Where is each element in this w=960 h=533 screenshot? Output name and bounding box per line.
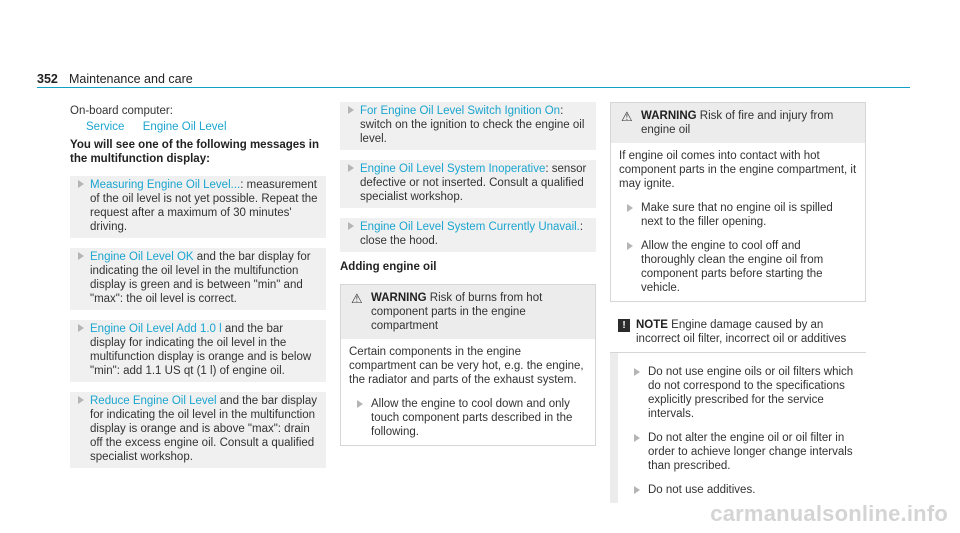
message-key: Reduce Engine Oil Level [90,395,217,407]
column-1 [70,104,326,468]
list-item [626,365,858,421]
note-step: Do not alter the engine oil or oil filter in order to achieve longer change intervals than prescribed. [648,432,853,472]
message-key: For Engine Oil Level Switch Ignition On [360,105,561,117]
list-item [349,397,587,439]
list-item [626,431,858,473]
message-key: Engine Oil Level Add 1.0 l [90,323,222,335]
bullet-arrow-icon [627,204,633,212]
message-key: Engine Oil Level System Currently Unavail. [360,221,580,233]
bullet-arrow-icon [634,434,640,442]
bullet-arrow-icon [78,324,84,332]
warning-step: Allow the engine to cool down and only touch component parts described in the following. [371,398,573,438]
note-box-engine-damage [610,312,866,503]
warning-box-burns [340,284,596,446]
bullet-arrow-icon [78,252,84,260]
bullet-arrow-icon [627,242,633,250]
message-desc: : sensor defective or not inserted. Consult a qualified specialist workshop. [360,163,587,203]
note-step: Do not use additives. [648,484,756,496]
menu-path-service: Service [86,121,125,133]
column-2 [340,102,596,446]
message-desc: and the bar display for indicating the oil level in the multifunction display is orange and is above "max": drain off the excess engine oil. Consult a qualified specialist workshop. [90,395,317,463]
bullet-arrow-icon [634,486,640,494]
list-item [619,239,857,295]
watermark: carmanualsonline.info [710,501,948,526]
note-exclamation-icon: ! [618,319,630,332]
bullet-arrow-icon [348,106,354,114]
messages-heading: You will see one of the following messages in the multifunction display: [70,139,319,165]
list-item [70,248,326,310]
bullet-arrow-icon [357,400,363,408]
list-item [70,320,326,382]
warning-header [611,103,865,143]
warning-text: If engine oil comes into contact with hot component parts in the engine compartment, it may ignite. [619,150,857,190]
warning-step: Make sure that no engine oil is spilled next to the filler opening. [641,202,833,228]
note-body [610,353,866,503]
note-header [610,312,866,353]
note-title: Engine damage caused by an incorrect oil filter, incorrect oil or additives [636,319,847,345]
bullet-arrow-icon [78,396,84,404]
list-item [70,176,326,238]
list-item [340,218,596,252]
message-key: Engine Oil Level System Inoperative [360,163,546,175]
bullet-arrow-icon [634,368,640,376]
warning-label: WARNING [641,110,697,122]
column-3 [610,102,866,503]
warning-triangle-icon: ⚠ [621,109,633,124]
message-desc: and the bar display for indicating the oil level in the multifunction display is green and is between "min" and "max": the oil level is correct. [90,251,311,305]
message-desc: : measurement of the oil level is not yet possible. Repeat the request after a maximum of 30 minutes' driving. [90,179,318,233]
message-desc: : switch on the ignition to check the engine oil level. [360,105,585,145]
warning-title: Risk of burns from hot component parts in the engine compartment [371,292,543,332]
menu-path [70,120,326,134]
message-key: Measuring Engine Oil Level... [90,179,241,191]
warning-label: WARNING [371,292,427,304]
list-item [619,201,857,229]
warning-box-fire [610,102,866,302]
page-number: 352 [37,72,58,86]
message-desc: and the bar display for indicating the oil level in the multifunction display is orange and is below "min": add 1.1 US qt (1 l) of engine oil. [90,323,312,377]
header-rule [37,87,910,88]
list-item [626,483,858,497]
bullet-arrow-icon [78,180,84,188]
list-item [70,392,326,468]
list-item [340,160,596,208]
bullet-arrow-icon [348,222,354,230]
note-step: Do not use engine oils or oil filters which do not correspond to the specifications explicitly prescribed for the service intervals. [648,366,854,420]
section-title: Maintenance and care [69,72,193,86]
message-desc: : close the hood. [360,221,584,247]
list-item [340,102,596,150]
warning-triangle-icon: ⚠ [351,291,363,306]
bullet-arrow-icon [348,164,354,172]
warning-step: Allow the engine to cool off and thoroughly clean the engine oil from component parts before starting the vehicle. [641,240,824,294]
warning-text: Certain components in the engine compartment can be very hot, e.g. the engine, the radiator and parts of the exhaust system. [349,346,584,386]
subheading-adding-oil: Adding engine oil [340,261,437,273]
warning-body [341,339,595,445]
message-list [70,176,326,468]
warning-body [611,143,865,301]
note-label: NOTE [636,319,668,331]
menu-path-engine-oil-level: Engine Oil Level [142,121,227,133]
message-key: Engine Oil Level OK [90,251,194,263]
intro-text: On-board computer: [70,105,173,117]
warning-header [341,285,595,339]
warning-title: Risk of fire and injury from engine oil [641,110,834,136]
